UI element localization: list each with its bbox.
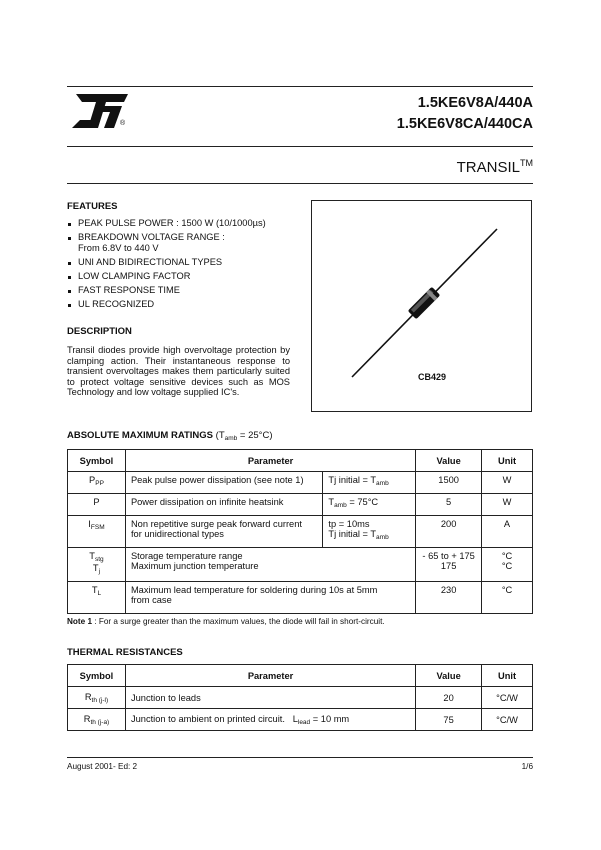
note-text: : For a surge greater than the maximum values, the diode will fail in short-circuit. xyxy=(92,617,385,626)
condition: tp = 10ms xyxy=(328,519,370,529)
footer-date: August 2001- Ed: 2 xyxy=(67,762,138,771)
parameter-tail-sub: lead xyxy=(297,718,311,726)
condition: T xyxy=(328,497,335,507)
feature-text: UNI AND BIDIRECTIONAL TYPES xyxy=(78,257,223,267)
symbol: R xyxy=(83,713,91,724)
col-symbol: Symbol xyxy=(68,450,126,472)
parameter-line: Non repetitive surge peak forward current xyxy=(130,519,302,529)
table-row xyxy=(68,472,533,494)
parameter-line: Storage temperature range xyxy=(130,551,243,561)
unit-cell: °C xyxy=(482,582,533,614)
st-logo xyxy=(70,94,126,128)
symbol-cell xyxy=(68,548,126,582)
symbol-sub: PP xyxy=(95,480,104,487)
table-row xyxy=(68,709,533,731)
thermal-heading: THERMAL RESISTANCES xyxy=(67,647,183,658)
condition-cell xyxy=(323,516,416,548)
table-row xyxy=(68,494,533,516)
parameter-line: Maximum junction temperature xyxy=(130,561,259,571)
page-number: 1/6 xyxy=(521,762,533,771)
list-item xyxy=(67,271,307,282)
product-name-text: TRANSIL xyxy=(456,159,520,176)
section-rule xyxy=(67,183,533,184)
list-item xyxy=(67,257,307,268)
product-name xyxy=(457,158,533,176)
symbol: T xyxy=(92,563,99,573)
unit-cell: A xyxy=(482,516,533,548)
title-rule xyxy=(67,146,533,147)
col-parameter: Parameter xyxy=(125,665,415,687)
feature-subtext: From 6.8V to 440 V xyxy=(78,243,159,253)
package-label: CB429 xyxy=(418,372,447,382)
parameter-line: for unidirectional types xyxy=(130,529,224,539)
col-value: Value xyxy=(416,450,482,472)
value-cell xyxy=(416,548,482,582)
symbol-sub: FSM xyxy=(90,524,105,531)
unit-cell: °C/W xyxy=(482,687,533,709)
col-parameter: Parameter xyxy=(125,450,415,472)
parameter-cell: Power dissipation on infinite heatsink xyxy=(125,494,322,516)
description-text: Transil diodes provide high overvoltage protection by clamping action. Their instantaneous response to transient overvoltages makes them particularly suited to protect voltage sensitive devices such as MOS Technology and low voltage supplied IC's. xyxy=(67,345,290,398)
symbol-sub: L xyxy=(97,590,102,597)
symbol-sub: th (j-l) xyxy=(91,696,109,704)
condition-sub: amb xyxy=(334,502,347,509)
table-row xyxy=(68,548,533,582)
feature-text: FAST RESPONSE TIME xyxy=(78,285,180,295)
col-value: Value xyxy=(416,665,482,687)
condition-post: = 75°C xyxy=(346,497,379,507)
value-cell: 1500 xyxy=(416,472,482,494)
value-cell: 230 xyxy=(416,582,482,614)
unit-line: °C xyxy=(501,551,513,561)
symbol-sub: j xyxy=(98,568,101,575)
symbol-cell xyxy=(68,516,126,548)
unit-cell: W xyxy=(482,494,533,516)
col-unit: Unit xyxy=(482,665,533,687)
symbol: P xyxy=(89,475,96,485)
parameter-cell xyxy=(125,582,415,614)
abs-max-heading xyxy=(67,430,273,442)
condition: Tj initial = T xyxy=(328,529,377,539)
col-symbol: Symbol xyxy=(68,665,126,687)
table-row xyxy=(68,582,533,614)
feature-text: BREAKDOWN VOLTAGE RANGE : xyxy=(78,232,225,242)
list-item xyxy=(67,299,307,310)
value-cell: 5 xyxy=(416,494,482,516)
value-line: - 65 to + 175 xyxy=(422,551,475,561)
parameter-text: Junction to ambient on printed circuit. xyxy=(130,713,285,724)
note-label: Note 1 xyxy=(67,617,93,626)
symbol-cell xyxy=(68,582,126,614)
condition: Tj initial = T xyxy=(328,475,377,485)
parameter-cell xyxy=(125,548,415,582)
abs-max-cond-post: = 25°C) xyxy=(237,430,273,441)
feature-text: LOW CLAMPING FACTOR xyxy=(78,271,191,281)
symbol-cell xyxy=(68,687,126,709)
table-row xyxy=(68,516,533,548)
footer-rule xyxy=(67,757,533,758)
list-item xyxy=(67,232,307,254)
symbol: P xyxy=(93,497,100,507)
parameter-tail: L xyxy=(292,713,298,724)
thermal-table xyxy=(67,664,533,731)
parameter-tail-post: = 10 mm xyxy=(310,713,350,724)
condition-cell xyxy=(323,472,416,494)
abs-max-cond-sub: amb xyxy=(224,435,238,442)
part-number-line2: 1.5KE6V8CA/440CA xyxy=(396,116,533,132)
symbol: T xyxy=(89,551,95,561)
condition-sub: amb xyxy=(376,534,389,541)
symbol-cell xyxy=(68,472,126,494)
parameter-cell: Peak pulse power dissipation (see note 1) xyxy=(125,472,322,494)
parameter-line: from case xyxy=(130,595,172,605)
parameter-cell: Junction to leads xyxy=(125,687,415,709)
col-unit: Unit xyxy=(482,450,533,472)
abs-max-table xyxy=(67,449,533,614)
top-rule xyxy=(67,86,533,87)
condition-cell xyxy=(323,494,416,516)
trademark: TM xyxy=(520,158,533,168)
list-item xyxy=(67,285,307,296)
features-heading: FEATURES xyxy=(67,201,118,212)
registered-mark: ® xyxy=(120,120,126,127)
unit-cell: W xyxy=(482,472,533,494)
condition-sub: amb xyxy=(376,480,389,487)
value-line: 175 xyxy=(440,561,457,571)
features-list xyxy=(67,218,307,313)
symbol: T xyxy=(91,585,98,595)
symbol: R xyxy=(84,691,92,702)
list-item xyxy=(67,218,307,229)
symbol: I xyxy=(88,519,91,529)
value-cell: 20 xyxy=(416,687,482,709)
value-cell: 75 xyxy=(416,709,482,731)
part-number-line1: 1.5KE6V8A/440A xyxy=(417,95,533,111)
description-heading: DESCRIPTION xyxy=(67,326,132,337)
note-1 xyxy=(67,617,385,626)
unit-line: °C xyxy=(501,561,513,571)
symbol-sub: th (j-a) xyxy=(90,718,110,726)
symbol-sub: stg xyxy=(94,556,104,563)
abs-max-title: ABSOLUTE MAXIMUM RATINGS xyxy=(67,430,214,441)
parameter-line: Maximum lead temperature for soldering during 10s at 5mm xyxy=(130,585,378,595)
symbol-cell xyxy=(68,494,126,516)
feature-text: PEAK PULSE POWER : 1500 W (10/1000µs) xyxy=(78,218,266,228)
parameter-cell xyxy=(125,709,415,731)
abs-max-cond: (T xyxy=(215,430,225,441)
value-cell: 200 xyxy=(416,516,482,548)
unit-cell: °C/W xyxy=(482,709,533,731)
feature-text: UL RECOGNIZED xyxy=(78,299,155,309)
unit-cell xyxy=(482,548,533,582)
symbol-cell xyxy=(68,709,126,731)
parameter-cell xyxy=(125,516,322,548)
table-row xyxy=(68,687,533,709)
